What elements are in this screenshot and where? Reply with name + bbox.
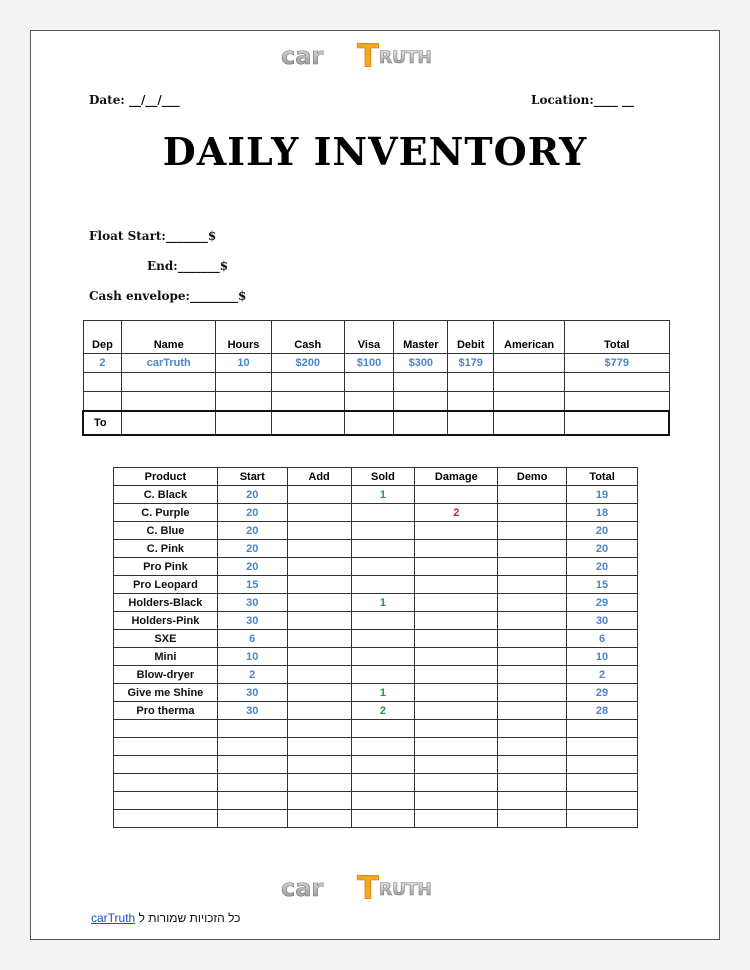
inventory-cell-demo[interactable] xyxy=(498,540,567,558)
inventory-cell-sold[interactable] xyxy=(351,576,415,594)
payments-col-total: Total xyxy=(565,321,670,354)
product-name: C. Pink xyxy=(114,540,218,558)
payments-cell-name[interactable] xyxy=(122,373,216,392)
inventory-col-demo: Demo xyxy=(498,468,567,486)
payments-cell-debit[interactable] xyxy=(448,373,494,392)
inventory-cell-add[interactable] xyxy=(287,756,351,774)
inventory-cell-damage[interactable] xyxy=(415,666,498,684)
inventory-cell-total[interactable]: 6 xyxy=(567,630,638,648)
inventory-row xyxy=(114,666,638,684)
product-name: Pro Pink xyxy=(114,558,218,576)
payments-col-dep: Dep xyxy=(83,321,122,354)
inventory-cell-add[interactable] xyxy=(287,594,351,612)
payments-row xyxy=(83,354,669,373)
inventory-row xyxy=(114,756,638,774)
cartruth-logo-bottom xyxy=(275,871,475,903)
inventory-cell-damage[interactable] xyxy=(415,756,498,774)
payments-cell-american[interactable] xyxy=(494,354,565,373)
inventory-cell-total[interactable] xyxy=(567,738,638,756)
inventory-cell-total[interactable]: 20 xyxy=(567,540,638,558)
inventory-cell-add[interactable] xyxy=(287,522,351,540)
inventory-cell-total[interactable] xyxy=(567,720,638,738)
inventory-cell-start[interactable] xyxy=(217,756,287,774)
inventory-cell-total[interactable]: 30 xyxy=(567,612,638,630)
inventory-cell-total[interactable] xyxy=(567,774,638,792)
inventory-row xyxy=(114,648,638,666)
inventory-cell-demo[interactable] xyxy=(498,702,567,720)
inventory-cell-damage[interactable] xyxy=(415,774,498,792)
inventory-cell-demo[interactable] xyxy=(498,756,567,774)
inventory-cell-sold[interactable] xyxy=(351,648,415,666)
inventory-cell-damage[interactable] xyxy=(415,522,498,540)
inventory-row xyxy=(114,810,638,828)
product-name: Holders-Black xyxy=(114,594,218,612)
inventory-cell-sold[interactable] xyxy=(351,810,415,828)
payments-cell-master[interactable] xyxy=(394,392,448,412)
inventory-cell-sold[interactable] xyxy=(351,612,415,630)
inventory-cell-start[interactable]: 30 xyxy=(217,702,287,720)
inventory-cell-total[interactable]: 18 xyxy=(567,504,638,522)
inventory-cell-add[interactable] xyxy=(287,702,351,720)
payments-cell-dep[interactable] xyxy=(83,392,122,412)
payments-total-cell[interactable] xyxy=(122,411,216,435)
inventory-cell-demo[interactable] xyxy=(498,810,567,828)
inventory-cell-demo[interactable] xyxy=(498,720,567,738)
payments-header-row xyxy=(83,321,669,354)
inventory-cell-damage[interactable] xyxy=(415,576,498,594)
inventory-cell-sold[interactable] xyxy=(351,756,415,774)
inventory-cell-start[interactable]: 20 xyxy=(217,522,287,540)
payments-cell-cash[interactable] xyxy=(271,392,344,412)
inventory-cell-add[interactable] xyxy=(287,810,351,828)
inventory-cell-demo[interactable] xyxy=(498,792,567,810)
inventory-cell-start[interactable] xyxy=(217,792,287,810)
payments-col-name: Name xyxy=(122,321,216,354)
svg-text:T: T xyxy=(357,871,379,903)
inventory-cell-start[interactable] xyxy=(217,738,287,756)
product-name: C. Purple xyxy=(114,504,218,522)
cartruth-logo-top xyxy=(275,39,475,71)
payments-cell-master[interactable]: $300 xyxy=(394,354,448,373)
payments-cell-cash[interactable] xyxy=(271,373,344,392)
inventory-col-product: Product xyxy=(114,468,218,486)
payments-cell-name[interactable] xyxy=(122,392,216,412)
inventory-col-sold: Sold xyxy=(351,468,415,486)
product-name: Holders-Pink xyxy=(114,612,218,630)
payments-cell-name[interactable]: carTruth xyxy=(122,354,216,373)
inventory-cell-add[interactable] xyxy=(287,576,351,594)
inventory-row xyxy=(114,684,638,702)
payments-row xyxy=(83,373,669,392)
inventory-cell-demo[interactable] xyxy=(498,738,567,756)
payments-total-cell[interactable] xyxy=(494,411,565,435)
payments-cell-total[interactable] xyxy=(565,373,670,392)
inventory-cell-sold[interactable] xyxy=(351,738,415,756)
inventory-cell-start[interactable]: 30 xyxy=(217,594,287,612)
inventory-cell-sold[interactable] xyxy=(351,540,415,558)
inventory-cell-demo[interactable] xyxy=(498,774,567,792)
inventory-cell-sold[interactable] xyxy=(351,522,415,540)
inventory-row xyxy=(114,630,638,648)
inventory-cell-start[interactable]: 20 xyxy=(217,504,287,522)
inventory-cell-add[interactable] xyxy=(287,684,351,702)
product-name: Pro Leopard xyxy=(114,576,218,594)
inventory-cell-demo[interactable] xyxy=(498,648,567,666)
inventory-cell-total[interactable] xyxy=(567,756,638,774)
inventory-cell-sold[interactable] xyxy=(351,720,415,738)
payments-cell-master[interactable] xyxy=(394,373,448,392)
inventory-cell-damage[interactable] xyxy=(415,792,498,810)
footer xyxy=(91,911,240,925)
inventory-cell-add[interactable] xyxy=(287,720,351,738)
inventory-col-damage: Damage xyxy=(415,468,498,486)
payments-cell-hours[interactable] xyxy=(216,392,272,412)
inventory-cell-sold[interactable] xyxy=(351,504,415,522)
svg-text:T: T xyxy=(357,39,379,71)
payments-cell-debit[interactable]: $179 xyxy=(448,354,494,373)
inventory-cell-total[interactable]: 20 xyxy=(567,522,638,540)
inventory-cell-start[interactable]: 6 xyxy=(217,630,287,648)
product-name: Mini xyxy=(114,648,218,666)
payments-col-master: Master xyxy=(394,321,448,354)
inventory-cell-add[interactable] xyxy=(287,666,351,684)
inventory-cell-damage[interactable]: 2 xyxy=(415,504,498,522)
product-name: Pro therma xyxy=(114,702,218,720)
payments-total-cell[interactable] xyxy=(448,411,494,435)
payments-col-cash: Cash xyxy=(271,321,344,354)
payments-cell-american[interactable] xyxy=(494,392,565,412)
inventory-cell-demo[interactable] xyxy=(498,684,567,702)
inventory-cell-demo[interactable] xyxy=(498,576,567,594)
inventory-row xyxy=(114,504,638,522)
payments-row xyxy=(83,392,669,412)
payments-cell-american[interactable] xyxy=(494,373,565,392)
inventory-cell-start[interactable]: 20 xyxy=(217,486,287,504)
inventory-cell-start[interactable]: 30 xyxy=(217,612,287,630)
inventory-cell-demo[interactable] xyxy=(498,630,567,648)
inventory-cell-start[interactable]: 10 xyxy=(217,648,287,666)
inventory-row xyxy=(114,774,638,792)
inventory-cell-sold[interactable] xyxy=(351,666,415,684)
inventory-row xyxy=(114,792,638,810)
date-field[interactable]: Date: __/__/___ xyxy=(89,93,180,107)
logo-graphic xyxy=(275,871,475,903)
inventory-cell-damage[interactable] xyxy=(415,612,498,630)
inventory-row xyxy=(114,486,638,504)
inventory-cell-damage[interactable] xyxy=(415,810,498,828)
inventory-row xyxy=(114,738,638,756)
inventory-cell-sold[interactable]: 1 xyxy=(351,594,415,612)
product-name xyxy=(114,810,218,828)
float-start-field[interactable]: Float Start:_______$ xyxy=(89,229,217,243)
payments-cell-hours[interactable] xyxy=(216,373,272,392)
inventory-cell-sold[interactable] xyxy=(351,630,415,648)
payments-col-debit: Debit xyxy=(448,321,494,354)
inventory-cell-total[interactable]: 2 xyxy=(567,666,638,684)
product-name: C. Black xyxy=(114,486,218,504)
payments-cell-total[interactable] xyxy=(565,392,670,412)
payments-cell-cash[interactable]: $200 xyxy=(271,354,344,373)
payments-cell-total[interactable]: $779 xyxy=(565,354,670,373)
product-name: Blow-dryer xyxy=(114,666,218,684)
product-name xyxy=(114,792,218,810)
inventory-cell-add[interactable] xyxy=(287,630,351,648)
product-name: Give me Shine xyxy=(114,684,218,702)
inventory-row xyxy=(114,594,638,612)
payments-cell-dep[interactable]: 2 xyxy=(83,354,122,373)
inventory-cell-sold[interactable]: 1 xyxy=(351,486,415,504)
inventory-cell-sold[interactable]: 2 xyxy=(351,702,415,720)
inventory-cell-start[interactable] xyxy=(217,774,287,792)
inventory-col-total: Total xyxy=(567,468,638,486)
inventory-row xyxy=(114,522,638,540)
payments-cell-debit[interactable] xyxy=(448,392,494,412)
inventory-row xyxy=(114,702,638,720)
product-name xyxy=(114,756,218,774)
inventory-cell-demo[interactable] xyxy=(498,558,567,576)
inventory-cell-add[interactable] xyxy=(287,540,351,558)
inventory-cell-add[interactable] xyxy=(287,612,351,630)
inventory-cell-add[interactable] xyxy=(287,774,351,792)
inventory-cell-damage[interactable] xyxy=(415,738,498,756)
inventory-cell-add[interactable] xyxy=(287,558,351,576)
inventory-cell-total[interactable]: 28 xyxy=(567,702,638,720)
inventory-cell-total[interactable]: 29 xyxy=(567,684,638,702)
inventory-cell-damage[interactable] xyxy=(415,540,498,558)
payments-cell-visa[interactable]: $100 xyxy=(344,354,394,373)
location-field[interactable]: Location:____ __ xyxy=(531,93,634,107)
payments-total-cell[interactable] xyxy=(271,411,344,435)
svg-text:car: car xyxy=(281,42,324,70)
inventory-cell-add[interactable] xyxy=(287,504,351,522)
svg-text:RUTH: RUTH xyxy=(379,48,432,68)
logo-graphic xyxy=(275,39,475,71)
inventory-cell-total[interactable]: 20 xyxy=(567,558,638,576)
inventory-row xyxy=(114,720,638,738)
inventory-cell-add[interactable] xyxy=(287,648,351,666)
inventory-cell-sold[interactable] xyxy=(351,792,415,810)
payments-cell-visa[interactable] xyxy=(344,392,394,412)
rights-text: כל הזכויות שמורות ל xyxy=(138,911,241,925)
inventory-cell-start[interactable] xyxy=(217,810,287,828)
inventory-header-row xyxy=(114,468,638,486)
payments-cell-visa[interactable] xyxy=(344,373,394,392)
inventory-col-add: Add xyxy=(287,468,351,486)
inventory-cell-start[interactable]: 15 xyxy=(217,576,287,594)
inventory-cell-demo[interactable] xyxy=(498,522,567,540)
cartruth-link[interactable]: carTruth xyxy=(91,911,136,925)
payments-table xyxy=(82,320,670,436)
payments-cell-dep[interactable] xyxy=(83,373,122,392)
page-title: DAILY INVENTORY xyxy=(162,129,588,174)
product-name xyxy=(114,720,218,738)
cash-envelope-field[interactable]: Cash envelope:________$ xyxy=(89,289,247,303)
inventory-cell-start[interactable]: 20 xyxy=(217,558,287,576)
svg-text:car: car xyxy=(281,874,324,902)
inventory-cell-demo[interactable] xyxy=(498,612,567,630)
inventory-cell-total[interactable]: 19 xyxy=(567,486,638,504)
inventory-cell-demo[interactable] xyxy=(498,594,567,612)
payments-total-cell[interactable] xyxy=(394,411,448,435)
inventory-cell-damage[interactable] xyxy=(415,558,498,576)
inventory-cell-add[interactable] xyxy=(287,792,351,810)
inventory-row xyxy=(114,576,638,594)
inventory-cell-start[interactable] xyxy=(217,720,287,738)
payments-total-row xyxy=(83,411,669,435)
payments-col-visa: Visa xyxy=(344,321,394,354)
payments-total-cell[interactable] xyxy=(216,411,272,435)
payments-col-american: American xyxy=(494,321,565,354)
total-label[interactable]: To xyxy=(83,411,122,435)
svg-text:RUTH: RUTH xyxy=(379,880,432,900)
inventory-cell-total[interactable]: 10 xyxy=(567,648,638,666)
inventory-cell-damage[interactable] xyxy=(415,720,498,738)
inventory-cell-add[interactable] xyxy=(287,738,351,756)
inventory-cell-damage[interactable] xyxy=(415,684,498,702)
float-end-field[interactable]: End:_______$ xyxy=(147,259,229,273)
inventory-cell-demo[interactable] xyxy=(498,486,567,504)
inventory-cell-sold[interactable] xyxy=(351,558,415,576)
product-name xyxy=(114,738,218,756)
inventory-cell-demo[interactable] xyxy=(498,666,567,684)
inventory-cell-start[interactable]: 2 xyxy=(217,666,287,684)
inventory-cell-damage[interactable] xyxy=(415,702,498,720)
product-name: C. Blue xyxy=(114,522,218,540)
inventory-cell-add[interactable] xyxy=(287,486,351,504)
product-name: SXE xyxy=(114,630,218,648)
payments-cell-hours[interactable]: 10 xyxy=(216,354,272,373)
inventory-cell-total[interactable]: 29 xyxy=(567,594,638,612)
inventory-row xyxy=(114,540,638,558)
inventory-cell-sold[interactable] xyxy=(351,774,415,792)
inventory-col-start: Start xyxy=(217,468,287,486)
inventory-cell-total[interactable] xyxy=(567,810,638,828)
payments-total-cell[interactable] xyxy=(565,411,670,435)
inventory-cell-start[interactable]: 30 xyxy=(217,684,287,702)
inventory-cell-damage[interactable] xyxy=(415,486,498,504)
payments-col-hours: Hours xyxy=(216,321,272,354)
payments-total-cell[interactable] xyxy=(344,411,394,435)
product-name xyxy=(114,774,218,792)
inventory-table xyxy=(113,467,638,828)
inventory-cell-start[interactable]: 20 xyxy=(217,540,287,558)
inventory-cell-damage[interactable] xyxy=(415,630,498,648)
inventory-sheet xyxy=(30,30,720,940)
inventory-row xyxy=(114,558,638,576)
inventory-cell-total[interactable] xyxy=(567,792,638,810)
inventory-cell-demo[interactable] xyxy=(498,504,567,522)
inventory-cell-total[interactable]: 15 xyxy=(567,576,638,594)
inventory-cell-sold[interactable]: 1 xyxy=(351,684,415,702)
inventory-row xyxy=(114,612,638,630)
inventory-cell-damage[interactable] xyxy=(415,594,498,612)
inventory-cell-damage[interactable] xyxy=(415,648,498,666)
